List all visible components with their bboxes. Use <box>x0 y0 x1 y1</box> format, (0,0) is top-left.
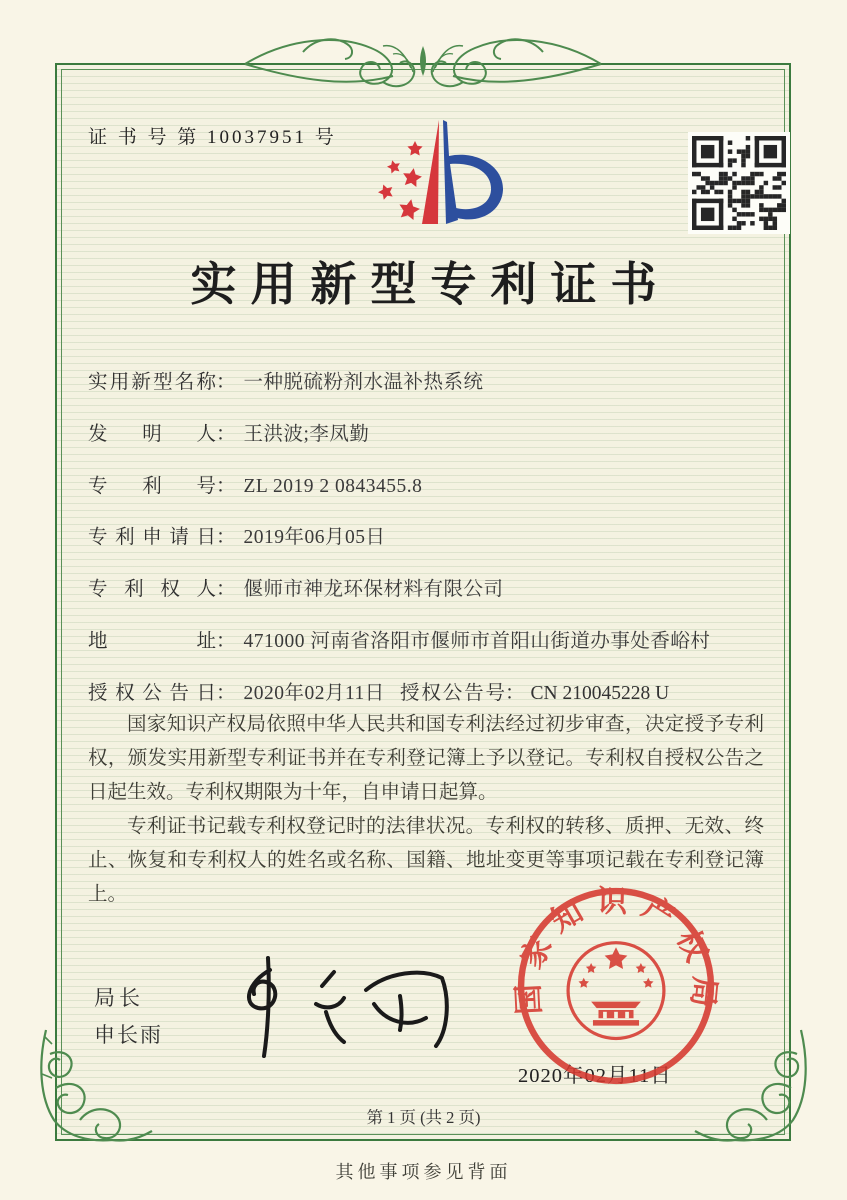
certificate-title: 实用新型专利证书 <box>190 259 671 310</box>
seal-emblem-icon <box>568 943 664 1039</box>
field-value: 王洪波;李凤勤 <box>243 424 370 445</box>
field-colon: ： <box>216 579 236 600</box>
field-row-inventors <box>88 418 369 446</box>
field-colon: ： <box>216 631 236 652</box>
field-row-application-date <box>88 521 386 549</box>
field-label: 实用新型名称 <box>88 372 216 393</box>
field-colon: ： <box>216 372 236 393</box>
field-value: 偃师市神龙环保材料有限公司 <box>243 579 504 600</box>
cnipa-logo-icon <box>342 112 504 234</box>
field-label: 发明人 <box>88 424 216 445</box>
field-value: ZL 2019 2 0843455.8 <box>243 476 423 497</box>
field-row-grant-date <box>88 677 385 705</box>
cnipa-official-seal <box>510 880 722 1092</box>
field-colon: ： <box>216 476 236 497</box>
logo-stars-icon <box>376 141 423 221</box>
legal-paragraph-2: 专利证书记载专利权登记时的法律状况。专利权的转移、质押、无效、终止、恢复和专利权人的姓名或名称、国籍、地址变更等事项记载在专利登记簿上。 <box>88 816 764 905</box>
field-label: 授权公告号 <box>400 683 505 704</box>
field-value: 2020年02月11日 <box>243 683 385 704</box>
director-signature-icon <box>218 952 458 1067</box>
field-value: 一种脱硫粉剂水温补热系统 <box>243 372 484 393</box>
field-label: 专利号 <box>88 476 216 497</box>
field-value: CN 210045228 U <box>530 683 670 704</box>
field-value: 471000 河南省洛阳市偃师市首阳山街道办事处香峪村 <box>243 631 711 652</box>
director-name: 申长雨 <box>94 1023 163 1047</box>
legal-paragraph-1: 国家知识产权局依照中华人民共和国专利法经过初步审查，决定授予专利权，颁发实用新型专利证书并在专利登记簿上予以登记。专利权自授权公告之日起生效。专利权期限为十年，自申请日起算。 <box>88 714 764 803</box>
field-value: 2019年06月05日 <box>243 527 386 548</box>
issue-date: 2020年02月11日 <box>518 1065 672 1087</box>
certificate-number: 证 书 号 第 10037951 号 <box>88 127 337 148</box>
field-label: 地址 <box>88 631 216 652</box>
field-colon: ： <box>216 424 236 445</box>
field-label: 专利权人 <box>88 579 216 600</box>
field-row-grant-number <box>400 677 669 705</box>
field-row-address <box>88 625 710 653</box>
field-colon: ： <box>505 683 525 704</box>
field-row-patent-number <box>88 470 422 498</box>
field-row-patentee <box>88 573 504 601</box>
field-colon: ： <box>216 527 236 548</box>
qr-code <box>688 132 790 234</box>
seal-text-path: 国家知识产权局 <box>510 884 722 1021</box>
field-colon: ： <box>216 683 236 704</box>
director-title: 局长 <box>94 986 144 1010</box>
page-number: 第 1 页 (共 2 页) <box>366 1108 481 1127</box>
field-label: 授权公告日 <box>88 683 216 704</box>
field-row-invention-name <box>88 366 484 394</box>
field-label: 专利申请日 <box>88 527 216 548</box>
footer-note: 其他事项参见背面 <box>335 1162 512 1182</box>
